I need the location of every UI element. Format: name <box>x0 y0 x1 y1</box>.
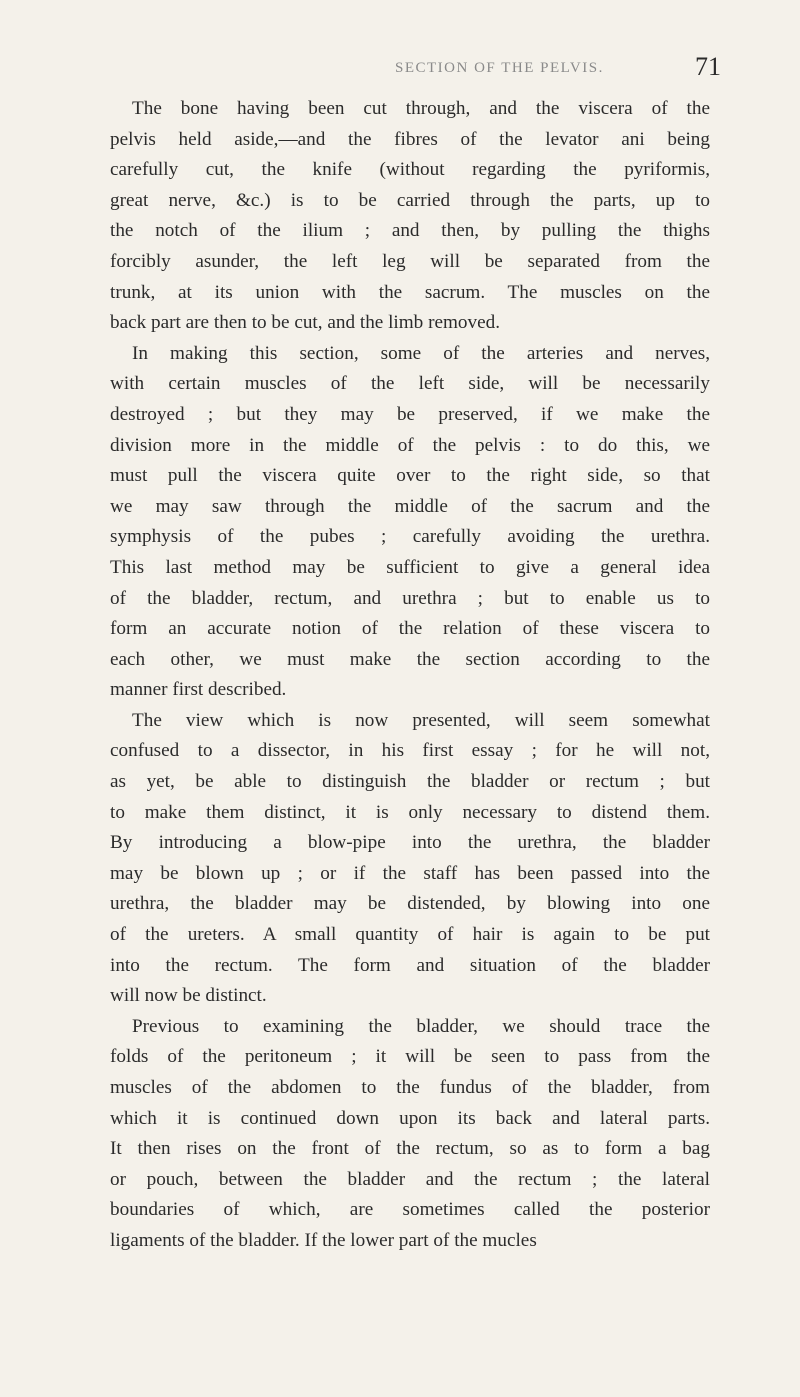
text-line <box>110 1134 710 1165</box>
text-line <box>110 94 710 125</box>
text-line-content: boundaries of which, are sometimes called the posterior <box>110 1199 710 1221</box>
text-line <box>110 1042 710 1073</box>
text-line <box>110 216 710 247</box>
text-line-content: carefully cut, the knife (without regarding the pyriformis, <box>110 159 710 181</box>
header-title: SECTION OF THE PELVIS. <box>395 60 604 76</box>
text-line <box>110 308 710 339</box>
text-line <box>110 1195 710 1226</box>
text-line-content: destroyed ; but they may be preserved, if we make the <box>110 403 710 425</box>
text-line <box>110 492 710 523</box>
text-line-content: forcibly asunder, the left leg will be separated from the <box>110 250 710 272</box>
text-line <box>110 431 710 462</box>
text-line-content: division more in the middle of the pelvis : to do this, we <box>110 434 710 456</box>
text-line-content: manner first described. <box>110 679 287 701</box>
text-line <box>110 859 710 890</box>
text-line <box>110 522 710 553</box>
text-line-content: form an accurate notion of the relation of these viscera to <box>110 618 710 640</box>
text-line <box>110 247 710 278</box>
text-line <box>110 889 710 920</box>
text-line-content: muscles of the abdomen to the fundus of the bladder, from <box>110 1077 710 1098</box>
text-line <box>110 339 710 370</box>
text-line <box>110 920 710 951</box>
page-number: 71 <box>695 52 721 81</box>
text-line-content: This last method may be sufficient to give a general idea <box>110 556 710 578</box>
text-line-content: will now be distinct. <box>110 985 267 1007</box>
text-line <box>110 584 710 615</box>
text-line-content: urethra, the bladder may be distended, by blowing into one <box>110 893 710 915</box>
text-line <box>110 461 710 492</box>
text-line-content: must pull the viscera quite over to the right side, so that <box>110 465 710 487</box>
text-line <box>110 828 710 859</box>
text-line-content: The view which is now presented, will seem somewhat <box>132 709 710 731</box>
text-line-content: ligaments of the bladder. If the lower part of the mucles <box>110 1229 537 1251</box>
text-line <box>110 706 710 737</box>
text-line <box>110 951 710 982</box>
text-line-content: into the rectum. The form and situation of the bladder <box>110 954 710 976</box>
text-line-content: Previous to examining the bladder, we should trace the <box>132 1015 710 1037</box>
text-line <box>110 767 710 798</box>
text-line <box>110 675 710 706</box>
text-line <box>110 981 710 1012</box>
text-line-content: may be blown up ; or if the staff has been passed into the <box>110 862 710 884</box>
text-line-content: each other, we must make the section according to the <box>110 648 710 670</box>
text-line-content: By introducing a blow-pipe into the urethra, the bladder <box>110 832 710 854</box>
text-line <box>110 614 710 645</box>
text-line-content: In making this section, some of the arteries and nerves, <box>132 342 710 364</box>
text-line-content: folds of the peritoneum ; it will be seen to pass from the <box>110 1046 710 1068</box>
text-line-content: It then rises on the front of the rectum, so as to form a bag <box>110 1138 710 1160</box>
text-line-content: as yet, be able to distinguish the bladder or rectum ; but <box>110 771 710 793</box>
text-line <box>110 1165 710 1196</box>
text-line <box>110 186 710 217</box>
text-line-content: trunk, at its union with the sacrum. The muscles on the <box>110 281 710 303</box>
text-line-content: or pouch, between the bladder and the rectum ; the lateral <box>110 1168 710 1190</box>
text-line-content: back part are then to be cut, and the limb removed. <box>110 312 500 334</box>
text-line <box>110 645 710 676</box>
body-text <box>110 94 710 1257</box>
text-line <box>110 155 710 186</box>
text-line-content: with certain muscles of the left side, will be necessarily <box>110 373 710 395</box>
text-line <box>110 1012 710 1043</box>
text-line <box>110 369 710 400</box>
text-line-content: we may saw through the middle of the sacrum and the <box>110 495 710 517</box>
text-line-content: the notch of the ilium ; and then, by pulling the thighs <box>110 220 710 242</box>
text-line-content: confused to a dissector, in his first essay ; for he will not, <box>110 740 710 762</box>
text-line <box>110 1226 710 1257</box>
text-line-content: to make them distinct, it is only necessary to distend them. <box>110 801 710 823</box>
text-line <box>110 278 710 309</box>
text-line <box>110 1073 710 1104</box>
text-line-content: The bone having been cut through, and the viscera of the <box>132 98 710 119</box>
text-line <box>110 798 710 829</box>
text-line <box>110 125 710 156</box>
text-line-content: great nerve, &c.) is to be carried through the parts, up to <box>110 189 710 211</box>
text-line <box>110 1104 710 1135</box>
text-line <box>110 553 710 584</box>
text-line-content: pelvis held aside,—and the fibres of the levator ani being <box>110 128 710 150</box>
text-line <box>110 736 710 767</box>
text-line-content: of the bladder, rectum, and urethra ; but to enable us to <box>110 587 710 609</box>
running-header <box>0 52 800 92</box>
text-line-content: of the ureters. A small quantity of hair is again to be put <box>110 924 710 946</box>
text-line <box>110 400 710 431</box>
text-line-content: symphysis of the pubes ; carefully avoiding the urethra. <box>110 526 710 548</box>
text-line-content: which it is continued down upon its back and lateral parts. <box>110 1107 710 1129</box>
